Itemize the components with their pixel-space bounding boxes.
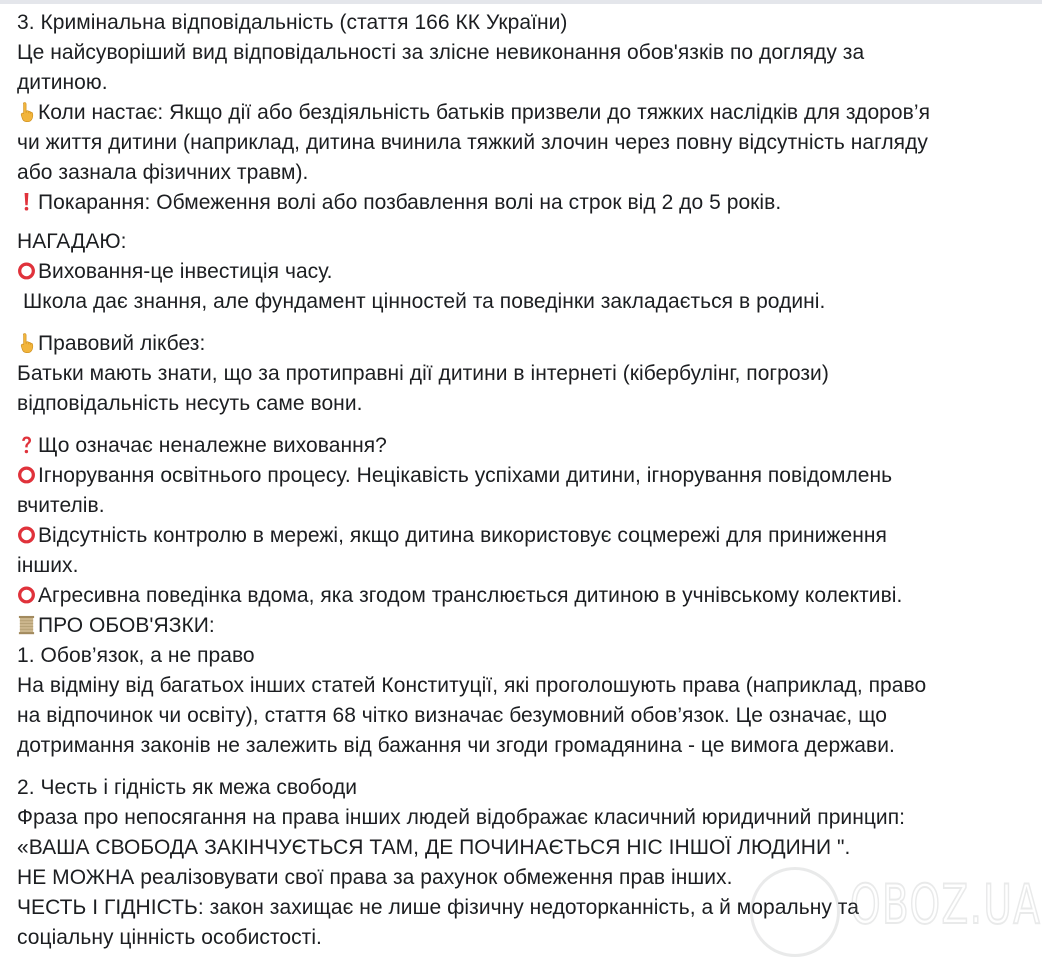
when-applies-line-2: чи життя дитини (наприклад, дитина вчинила тяжкий злочин через повну відсутність нагляду	[17, 131, 928, 154]
top-divider	[0, 0, 1042, 4]
scroll-icon	[17, 614, 36, 635]
duty-1-title: 1. Обов’язок, а не право	[17, 644, 255, 667]
duty-1-line-2: на відпочинок чи освіту), стаття 68 чітко визначає безумовний обов’язок. Це означає, що	[17, 704, 888, 727]
pointing-up-finger-icon	[17, 101, 36, 122]
duty-1-line-3: дотримання законів не залежить від бажання чи згоди громадянина - це вимога держави.	[17, 734, 895, 757]
section-3-title: 3. Кримінальна відповідальність (стаття 166 КК України)	[17, 11, 568, 34]
duties-heading: ПРО ОБОВ'ЯЗКИ:	[17, 611, 1037, 641]
penalty-line: Покарання: Обмеження волі або позбавлення волі на строк від 2 до 5 років.	[17, 188, 1037, 218]
hollow-red-circle-icon	[17, 584, 36, 605]
improper-item-2-line-2: інших.	[17, 554, 79, 577]
legal-line-1: Батьки мають знати, що за протиправні дії дитини в інтернеті (кібербулінг, погрози)	[17, 362, 829, 385]
pointing-up-finger-icon	[17, 332, 36, 353]
duty-1-line-1: На відміну від багатьох інших статей Конституції, які проголошують права (наприклад, право	[17, 674, 927, 697]
section-3-desc-line-2: дитиною.	[17, 71, 108, 94]
reminder-heading: НАГАДАЮ:	[17, 230, 127, 253]
duty-2-line-1: Фраза про непосягання на права інших людей відображає класичний юридичний принцип:	[17, 806, 906, 829]
improper-item-2-line-1: Відсутність контролю в мережі, якщо дитина використовує соцмережі для приниження	[17, 521, 1037, 551]
legal-heading: Правовий лікбез:	[17, 329, 1037, 359]
duty-2-line-2: «ВАША СВОБОДА ЗАКІНЧУЄТЬСЯ ТАМ, ДЕ ПОЧИНАЄТЬСЯ НІС ІНШОЇ ЛЮДИНИ ".	[17, 836, 851, 859]
reminder-item-1-continued: Школа дає знання, але фундамент цінностей та поведінки закладається в родині.	[23, 290, 826, 313]
reminder-item-1: Виховання-це інвестиція часу.	[17, 257, 1037, 287]
watermark-text: OBOZ.UA	[850, 873, 1042, 936]
hollow-red-circle-icon	[17, 524, 36, 545]
legal-line-2: відповідальність несуть саме вони.	[17, 392, 363, 415]
duty-2-line-4: ЧЕСТЬ І ГІДНІСТЬ: закон захищає не лише фізичну недоторканність, а й моральну та	[17, 896, 859, 919]
red-exclamation-icon	[17, 191, 36, 212]
improper-item-1-line-2: вчителів.	[17, 494, 105, 517]
improper-item-1-line-1: Ігнорування освітнього процесу. Нецікавість успіхами дитини, ігнорування повідомлень	[17, 461, 1037, 491]
post-text	[17, 8, 1037, 953]
duty-2-line-5: соціальну цінність особистості.	[17, 926, 322, 949]
section-3-desc-line-1: Це найсуворіший вид відповідальності за злісне невиконання обов'язків по догляду за	[17, 41, 865, 64]
when-applies-line-1: Коли настає: Якщо дії або бездіяльність батьків призвели до тяжких наслідків для здоров’я	[17, 98, 1037, 128]
improper-item-3: Агресивна поведінка вдома, яка згодом транслюється дитиною в учнівському колективі.	[17, 581, 1037, 611]
improper-question: Що означає неналежне виховання?	[17, 431, 1037, 461]
duty-2-title: 2. Честь і гідність як межа свободи	[17, 776, 358, 799]
when-applies-line-3: або зазнала фізичних травм).	[17, 161, 309, 184]
hollow-red-circle-icon	[17, 260, 36, 281]
duty-2-line-3: НЕ МОЖНА реалізовувати свої права за рахунок обмеження прав інших.	[17, 866, 733, 889]
hollow-red-circle-icon	[17, 464, 36, 485]
red-question-icon	[17, 434, 36, 455]
